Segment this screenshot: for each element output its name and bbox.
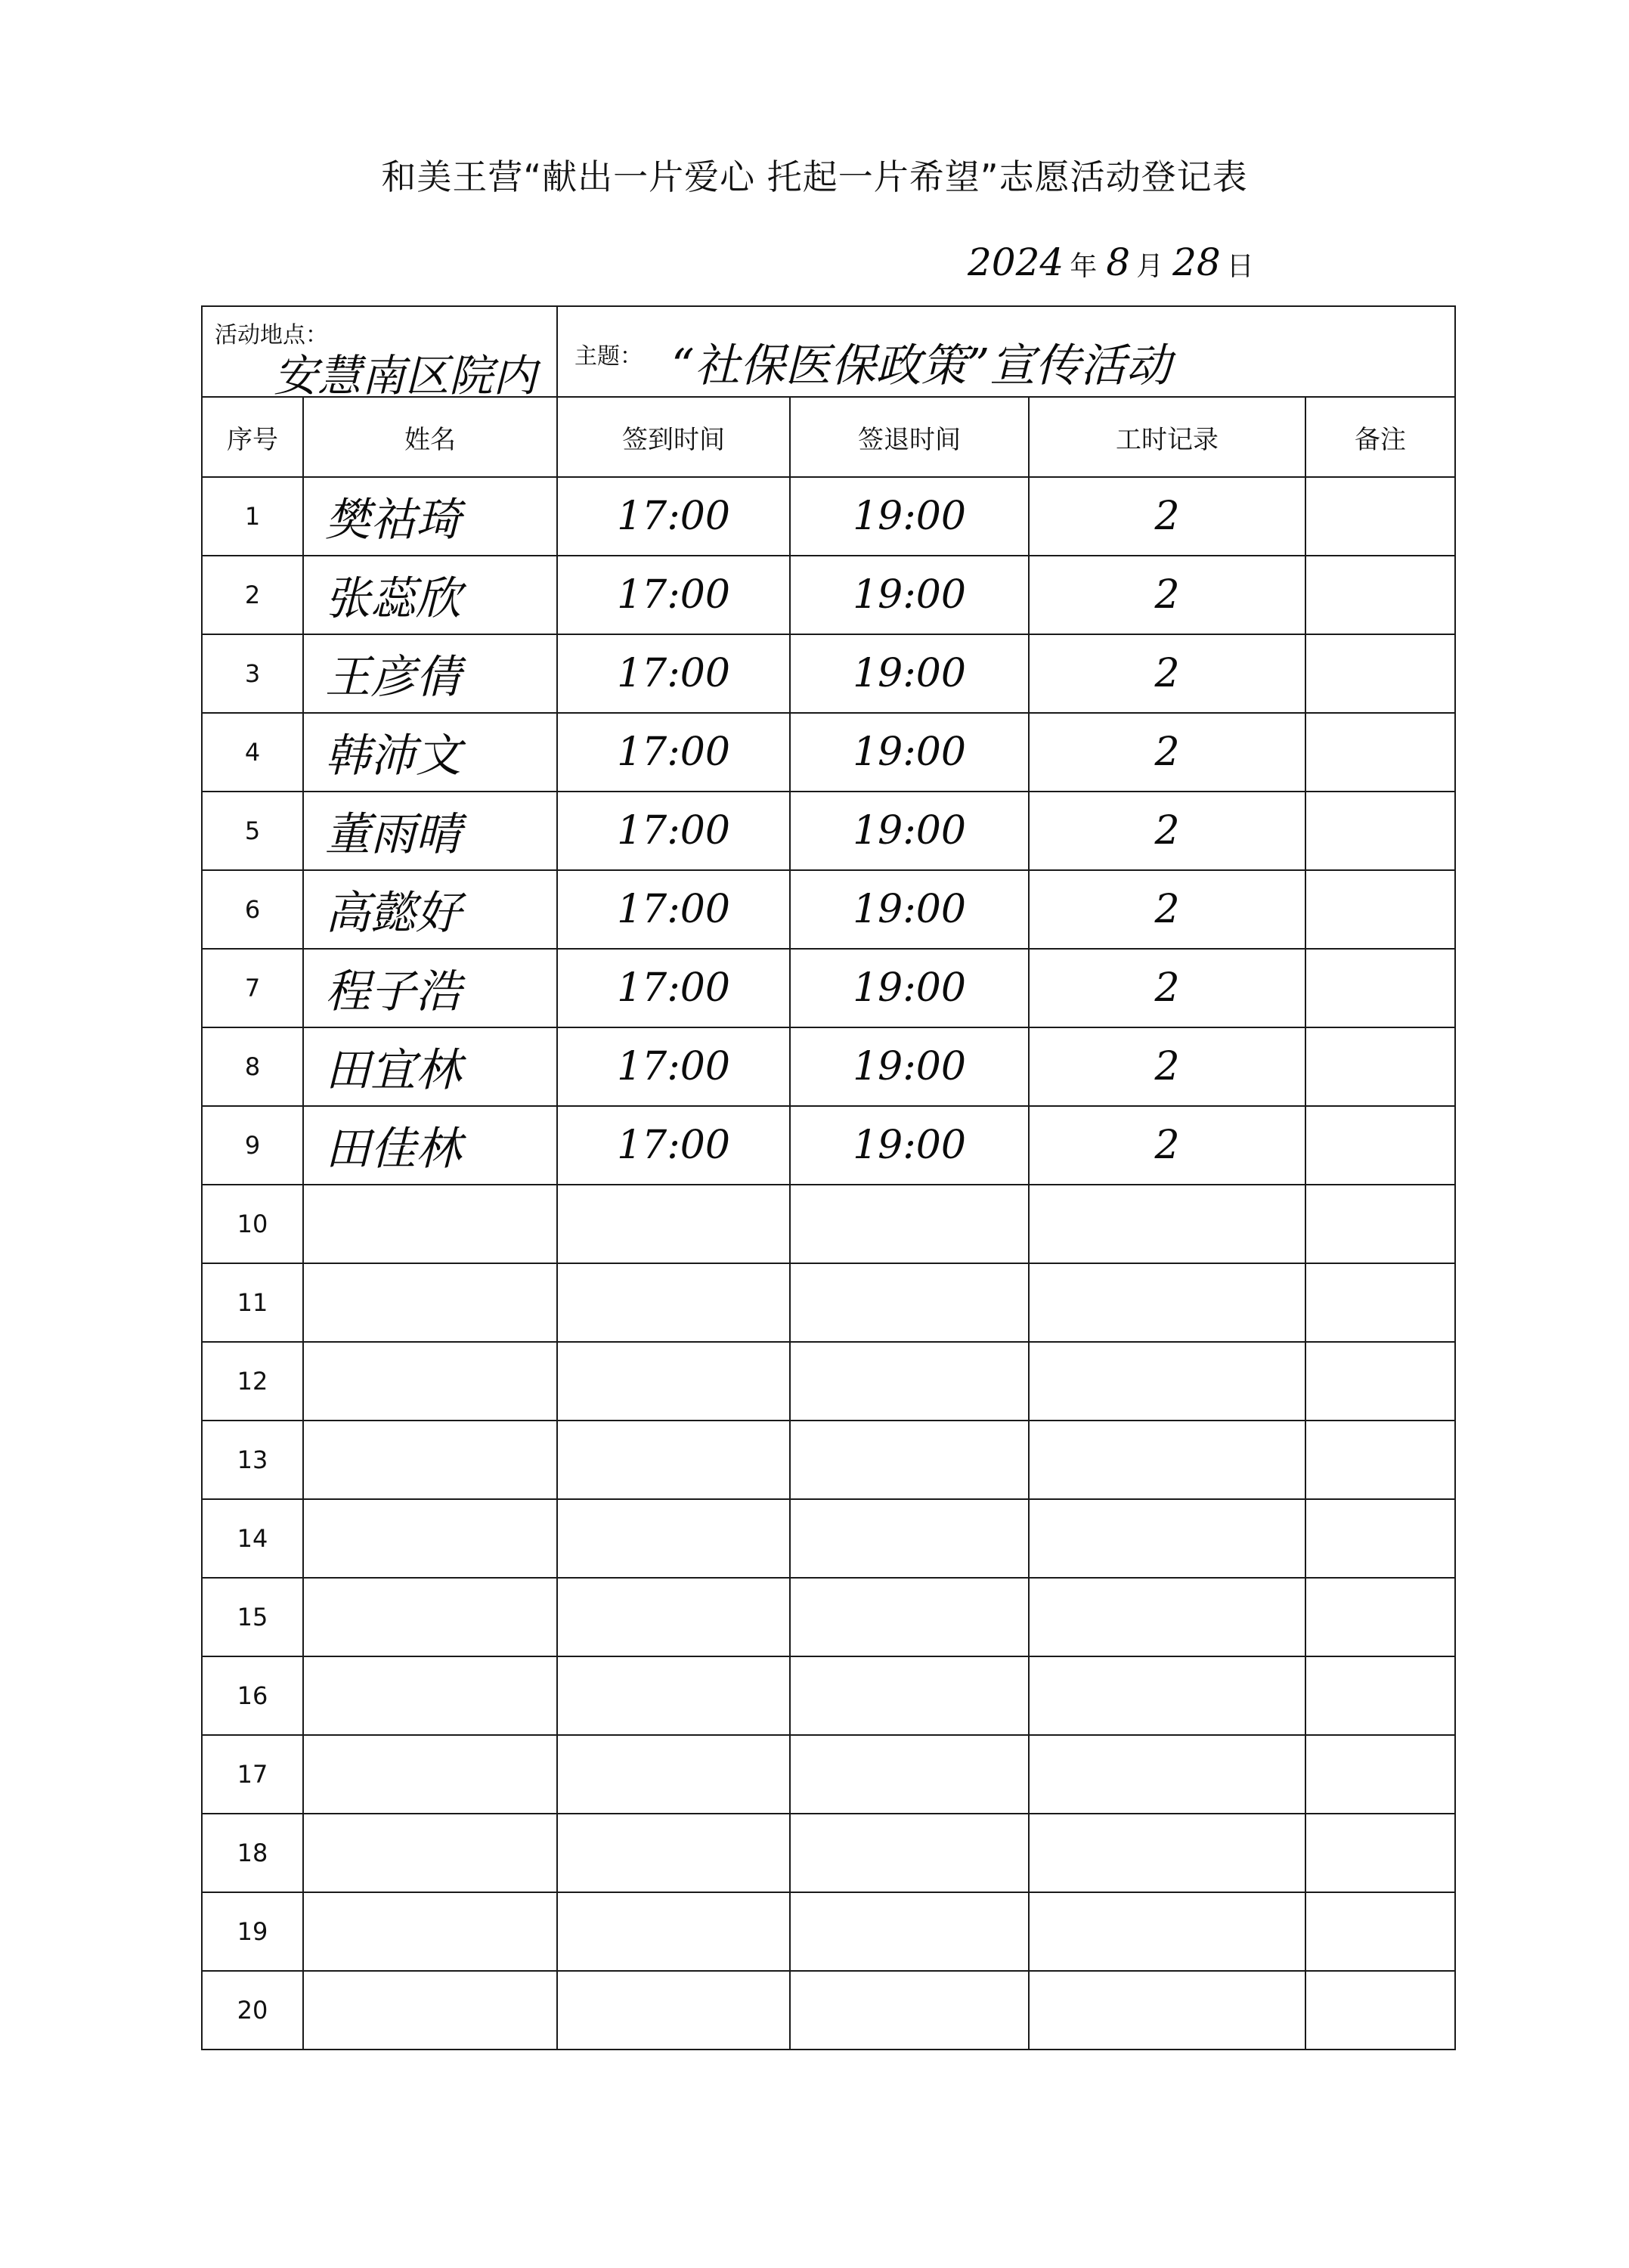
row-note (1305, 1342, 1455, 1421)
row-name (303, 1656, 557, 1735)
row-note (1305, 1263, 1455, 1342)
row-sign-out: 19:00 (790, 949, 1029, 1027)
row-sign-in: 17:00 (557, 1106, 790, 1185)
row-sign-in: 17:00 (557, 1027, 790, 1106)
table-row (202, 1735, 1455, 1814)
row-name (303, 1735, 557, 1814)
table-row (202, 477, 1455, 556)
row-sign-in: 17:00 (557, 870, 790, 949)
row-number: 8 (202, 1027, 303, 1106)
row-hours: 2 (1029, 1106, 1305, 1185)
row-sign-in (557, 1814, 790, 1892)
topic-label: 主题： (574, 343, 643, 370)
date-month-unit: 月 (1136, 251, 1164, 282)
row-note (1305, 949, 1455, 1027)
row-sign-out (790, 1499, 1029, 1578)
row-note (1305, 1578, 1455, 1656)
row-sign-in (557, 1185, 790, 1263)
row-name (303, 1971, 557, 2050)
row-hours (1029, 1263, 1305, 1342)
registration-table (201, 305, 1456, 2050)
row-sign-out (790, 1263, 1029, 1342)
row-name: 董雨晴 (303, 792, 557, 870)
row-sign-out: 19:00 (790, 477, 1029, 556)
row-note (1305, 634, 1455, 713)
row-sign-in: 17:00 (557, 949, 790, 1027)
row-name: 高懿好 (303, 870, 557, 949)
table-row (202, 1106, 1455, 1185)
header-no: 序号 (202, 397, 303, 477)
row-number: 10 (202, 1185, 303, 1263)
header-note: 备注 (1305, 397, 1455, 477)
table-row (202, 713, 1455, 792)
row-sign-in: 17:00 (557, 713, 790, 792)
row-hours (1029, 1578, 1305, 1656)
row-sign-in: 17:00 (557, 792, 790, 870)
row-name: 程子浩 (303, 949, 557, 1027)
row-sign-in (557, 1263, 790, 1342)
topic-cell (557, 306, 1455, 397)
date-day-unit: 日 (1226, 251, 1254, 282)
row-number: 14 (202, 1499, 303, 1578)
header-row (202, 397, 1455, 477)
row-note (1305, 792, 1455, 870)
row-sign-in (557, 1499, 790, 1578)
row-note (1305, 1185, 1455, 1263)
row-sign-out (790, 1656, 1029, 1735)
row-sign-in (557, 1892, 790, 1971)
row-hours: 2 (1029, 870, 1305, 949)
table-row (202, 1263, 1455, 1342)
row-hours (1029, 1185, 1305, 1263)
row-name: 韩沛文 (303, 713, 557, 792)
location-value: 安慧南区院内 (274, 350, 537, 401)
row-note (1305, 1735, 1455, 1814)
table-row (202, 1342, 1455, 1421)
row-sign-out: 19:00 (790, 556, 1029, 634)
row-number: 15 (202, 1578, 303, 1656)
row-number: 19 (202, 1892, 303, 1971)
row-note (1305, 1656, 1455, 1735)
row-number: 2 (202, 556, 303, 634)
row-name: 田佳林 (303, 1106, 557, 1185)
row-number: 12 (202, 1342, 303, 1421)
row-sign-in (557, 1735, 790, 1814)
row-sign-out (790, 1342, 1029, 1421)
row-note (1305, 1027, 1455, 1106)
table-row (202, 1027, 1455, 1106)
date-year-unit: 年 (1070, 251, 1098, 282)
table-row (202, 1814, 1455, 1892)
row-hours: 2 (1029, 949, 1305, 1027)
row-sign-out (790, 1814, 1029, 1892)
row-hours (1029, 1971, 1305, 2050)
row-sign-out: 19:00 (790, 870, 1029, 949)
table-row (202, 1656, 1455, 1735)
row-hours (1029, 1735, 1305, 1814)
page-title: 和美王营“献出一片爱心 托起一片希望”志愿活动登记表 (381, 156, 1248, 197)
date-month: 8 (1106, 240, 1131, 284)
row-note (1305, 556, 1455, 634)
table-row (202, 792, 1455, 870)
row-name: 田宜林 (303, 1027, 557, 1106)
row-sign-out: 19:00 (790, 792, 1029, 870)
row-name (303, 1814, 557, 1892)
location-label: 活动地点： (215, 322, 328, 349)
row-hours (1029, 1814, 1305, 1892)
row-note (1305, 1971, 1455, 2050)
table-row (202, 634, 1455, 713)
header-sign-in: 签到时间 (557, 397, 790, 477)
table-row (202, 1185, 1455, 1263)
row-number: 16 (202, 1656, 303, 1735)
row-note (1305, 1499, 1455, 1578)
topic-value: “社保医保政策”宣传活动 (671, 339, 1172, 392)
row-hours: 2 (1029, 792, 1305, 870)
row-name: 王彦倩 (303, 634, 557, 713)
location-cell (202, 306, 557, 401)
row-number: 11 (202, 1263, 303, 1342)
row-hours (1029, 1499, 1305, 1578)
row-sign-out: 19:00 (790, 634, 1029, 713)
row-hours: 2 (1029, 477, 1305, 556)
row-sign-in: 17:00 (557, 556, 790, 634)
table-row (202, 1421, 1455, 1499)
table-row (202, 870, 1455, 949)
row-sign-in (557, 1342, 790, 1421)
row-number: 6 (202, 870, 303, 949)
date-line (968, 240, 1263, 284)
row-sign-out (790, 1185, 1029, 1263)
row-sign-out: 19:00 (790, 1027, 1029, 1106)
row-hours: 2 (1029, 1027, 1305, 1106)
row-note (1305, 870, 1455, 949)
date-day: 28 (1172, 240, 1221, 284)
row-name: 张蕊欣 (303, 556, 557, 634)
row-name: 樊祜琦 (303, 477, 557, 556)
table-row (202, 556, 1455, 634)
row-number: 4 (202, 713, 303, 792)
row-sign-out (790, 1421, 1029, 1499)
row-number: 18 (202, 1814, 303, 1892)
header-name: 姓名 (303, 397, 557, 477)
row-number: 17 (202, 1735, 303, 1814)
table-row (202, 949, 1455, 1027)
row-sign-in (557, 1971, 790, 2050)
row-hours (1029, 1656, 1305, 1735)
row-name (303, 1499, 557, 1578)
row-sign-in: 17:00 (557, 634, 790, 713)
table-row (202, 1971, 1455, 2050)
row-number: 5 (202, 792, 303, 870)
row-hours: 2 (1029, 713, 1305, 792)
row-hours (1029, 1892, 1305, 1971)
row-hours: 2 (1029, 634, 1305, 713)
table-row (202, 1578, 1455, 1656)
row-number: 7 (202, 949, 303, 1027)
row-name (303, 1263, 557, 1342)
row-hours (1029, 1342, 1305, 1421)
row-name (303, 1578, 557, 1656)
row-sign-in: 17:00 (557, 477, 790, 556)
row-sign-in (557, 1656, 790, 1735)
row-sign-in (557, 1421, 790, 1499)
row-hours (1029, 1421, 1305, 1499)
date-year: 2024 (968, 240, 1064, 284)
row-sign-in (557, 1578, 790, 1656)
info-row (202, 306, 1455, 397)
row-number: 3 (202, 634, 303, 713)
table-row (202, 1892, 1455, 1971)
row-note (1305, 477, 1455, 556)
row-name (303, 1342, 557, 1421)
row-sign-out (790, 1735, 1029, 1814)
row-note (1305, 1106, 1455, 1185)
row-sign-out (790, 1971, 1029, 2050)
row-note (1305, 1892, 1455, 1971)
row-sign-out: 19:00 (790, 713, 1029, 792)
table-row (202, 1499, 1455, 1578)
header-hours: 工时记录 (1029, 397, 1305, 477)
row-number: 9 (202, 1106, 303, 1185)
row-sign-out (790, 1578, 1029, 1656)
row-number: 1 (202, 477, 303, 556)
header-sign-out: 签退时间 (790, 397, 1029, 477)
row-number: 13 (202, 1421, 303, 1499)
row-note (1305, 1421, 1455, 1499)
row-sign-out: 19:00 (790, 1106, 1029, 1185)
row-hours: 2 (1029, 556, 1305, 634)
row-note (1305, 713, 1455, 792)
row-number: 20 (202, 1971, 303, 2050)
row-name (303, 1421, 557, 1499)
row-name (303, 1892, 557, 1971)
row-sign-out (790, 1892, 1029, 1971)
row-name (303, 1185, 557, 1263)
row-note (1305, 1814, 1455, 1892)
